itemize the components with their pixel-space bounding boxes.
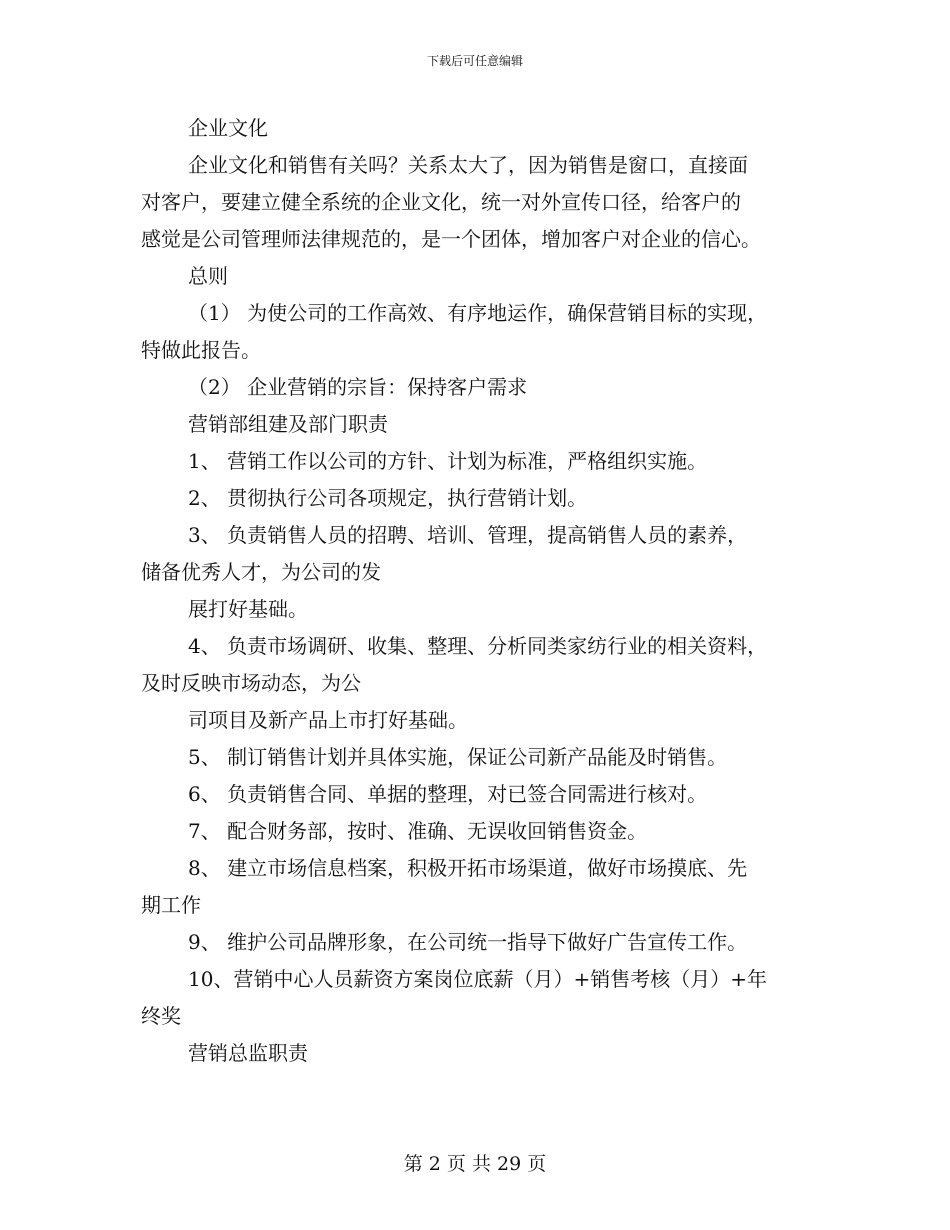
list-item: 7、 配合财务部，按时、准确、无误收回销售资金。	[188, 819, 648, 843]
paragraph-line: 特做此报告。	[141, 338, 261, 362]
paragraph-line: 感觉是公司管理师法律规范的，是一个团体，增加客户对企业的信心。	[141, 227, 761, 251]
list-item-continuation: 终奖	[141, 1004, 181, 1028]
list-item: 3、 负责销售人员的招聘、培训、管理，提高销售人员的素养，	[188, 523, 748, 547]
list-item: 4、 负责市场调研、收集、整理、分析同类家纺行业的相关资料，	[188, 634, 768, 658]
page-header: 下载后可任意编辑	[426, 54, 523, 68]
list-item: 1、 营销工作以公司的方针、计划为标准，严格组织实施。	[188, 449, 708, 473]
list-item-continuation: 司项目及新产品上市打好基础。	[188, 708, 468, 732]
section-heading-culture: 企业文化	[188, 116, 268, 140]
list-item: 6、 负责销售合同、单据的整理，对已签合同需进行核对。	[188, 782, 708, 806]
section-heading-general: 总则	[188, 264, 228, 288]
section-heading-department: 营销部组建及部门职责	[188, 412, 388, 436]
list-item: 8、 建立市场信息档案，积极开拓市场渠道，做好市场摸底、先	[188, 856, 748, 880]
paragraph-line: （2） 企业营销的宗旨：保持客户需求	[188, 375, 528, 399]
paragraph-line: 企业文化和销售有关吗？关系太大了，因为销售是窗口，直接面	[188, 153, 748, 177]
document-body	[141, 110, 816, 1072]
paragraph-line: （1） 为使公司的工作高效、有序地运作，确保营销目标的实现，	[188, 301, 768, 325]
paragraph-line: 对客户，要建立健全系统的企业文化，统一对外宣传口径，给客户的	[141, 190, 741, 214]
list-item: 10、营销中心人员薪资方案岗位底薪（月）+销售考核（月）+年	[188, 967, 767, 991]
list-item: 2、 贯彻执行公司各项规定，执行营销计划。	[188, 486, 588, 510]
list-item-continuation: 期工作	[141, 893, 201, 917]
list-item-continuation: 储备优秀人才，为公司的发	[141, 560, 381, 584]
list-item-continuation: 展打好基础。	[188, 597, 308, 621]
list-item: 5、 制订销售计划并具体实施，保证公司新产品能及时销售。	[188, 745, 728, 769]
page-number-footer: 第 2 页 共 29 页	[403, 1153, 547, 1175]
list-item: 9、 维护公司品牌形象，在公司统一指导下做好广告宣传工作。	[188, 930, 748, 954]
section-heading-director: 营销总监职责	[188, 1041, 308, 1065]
list-item-continuation: 及时反映市场动态，为公	[141, 671, 361, 695]
